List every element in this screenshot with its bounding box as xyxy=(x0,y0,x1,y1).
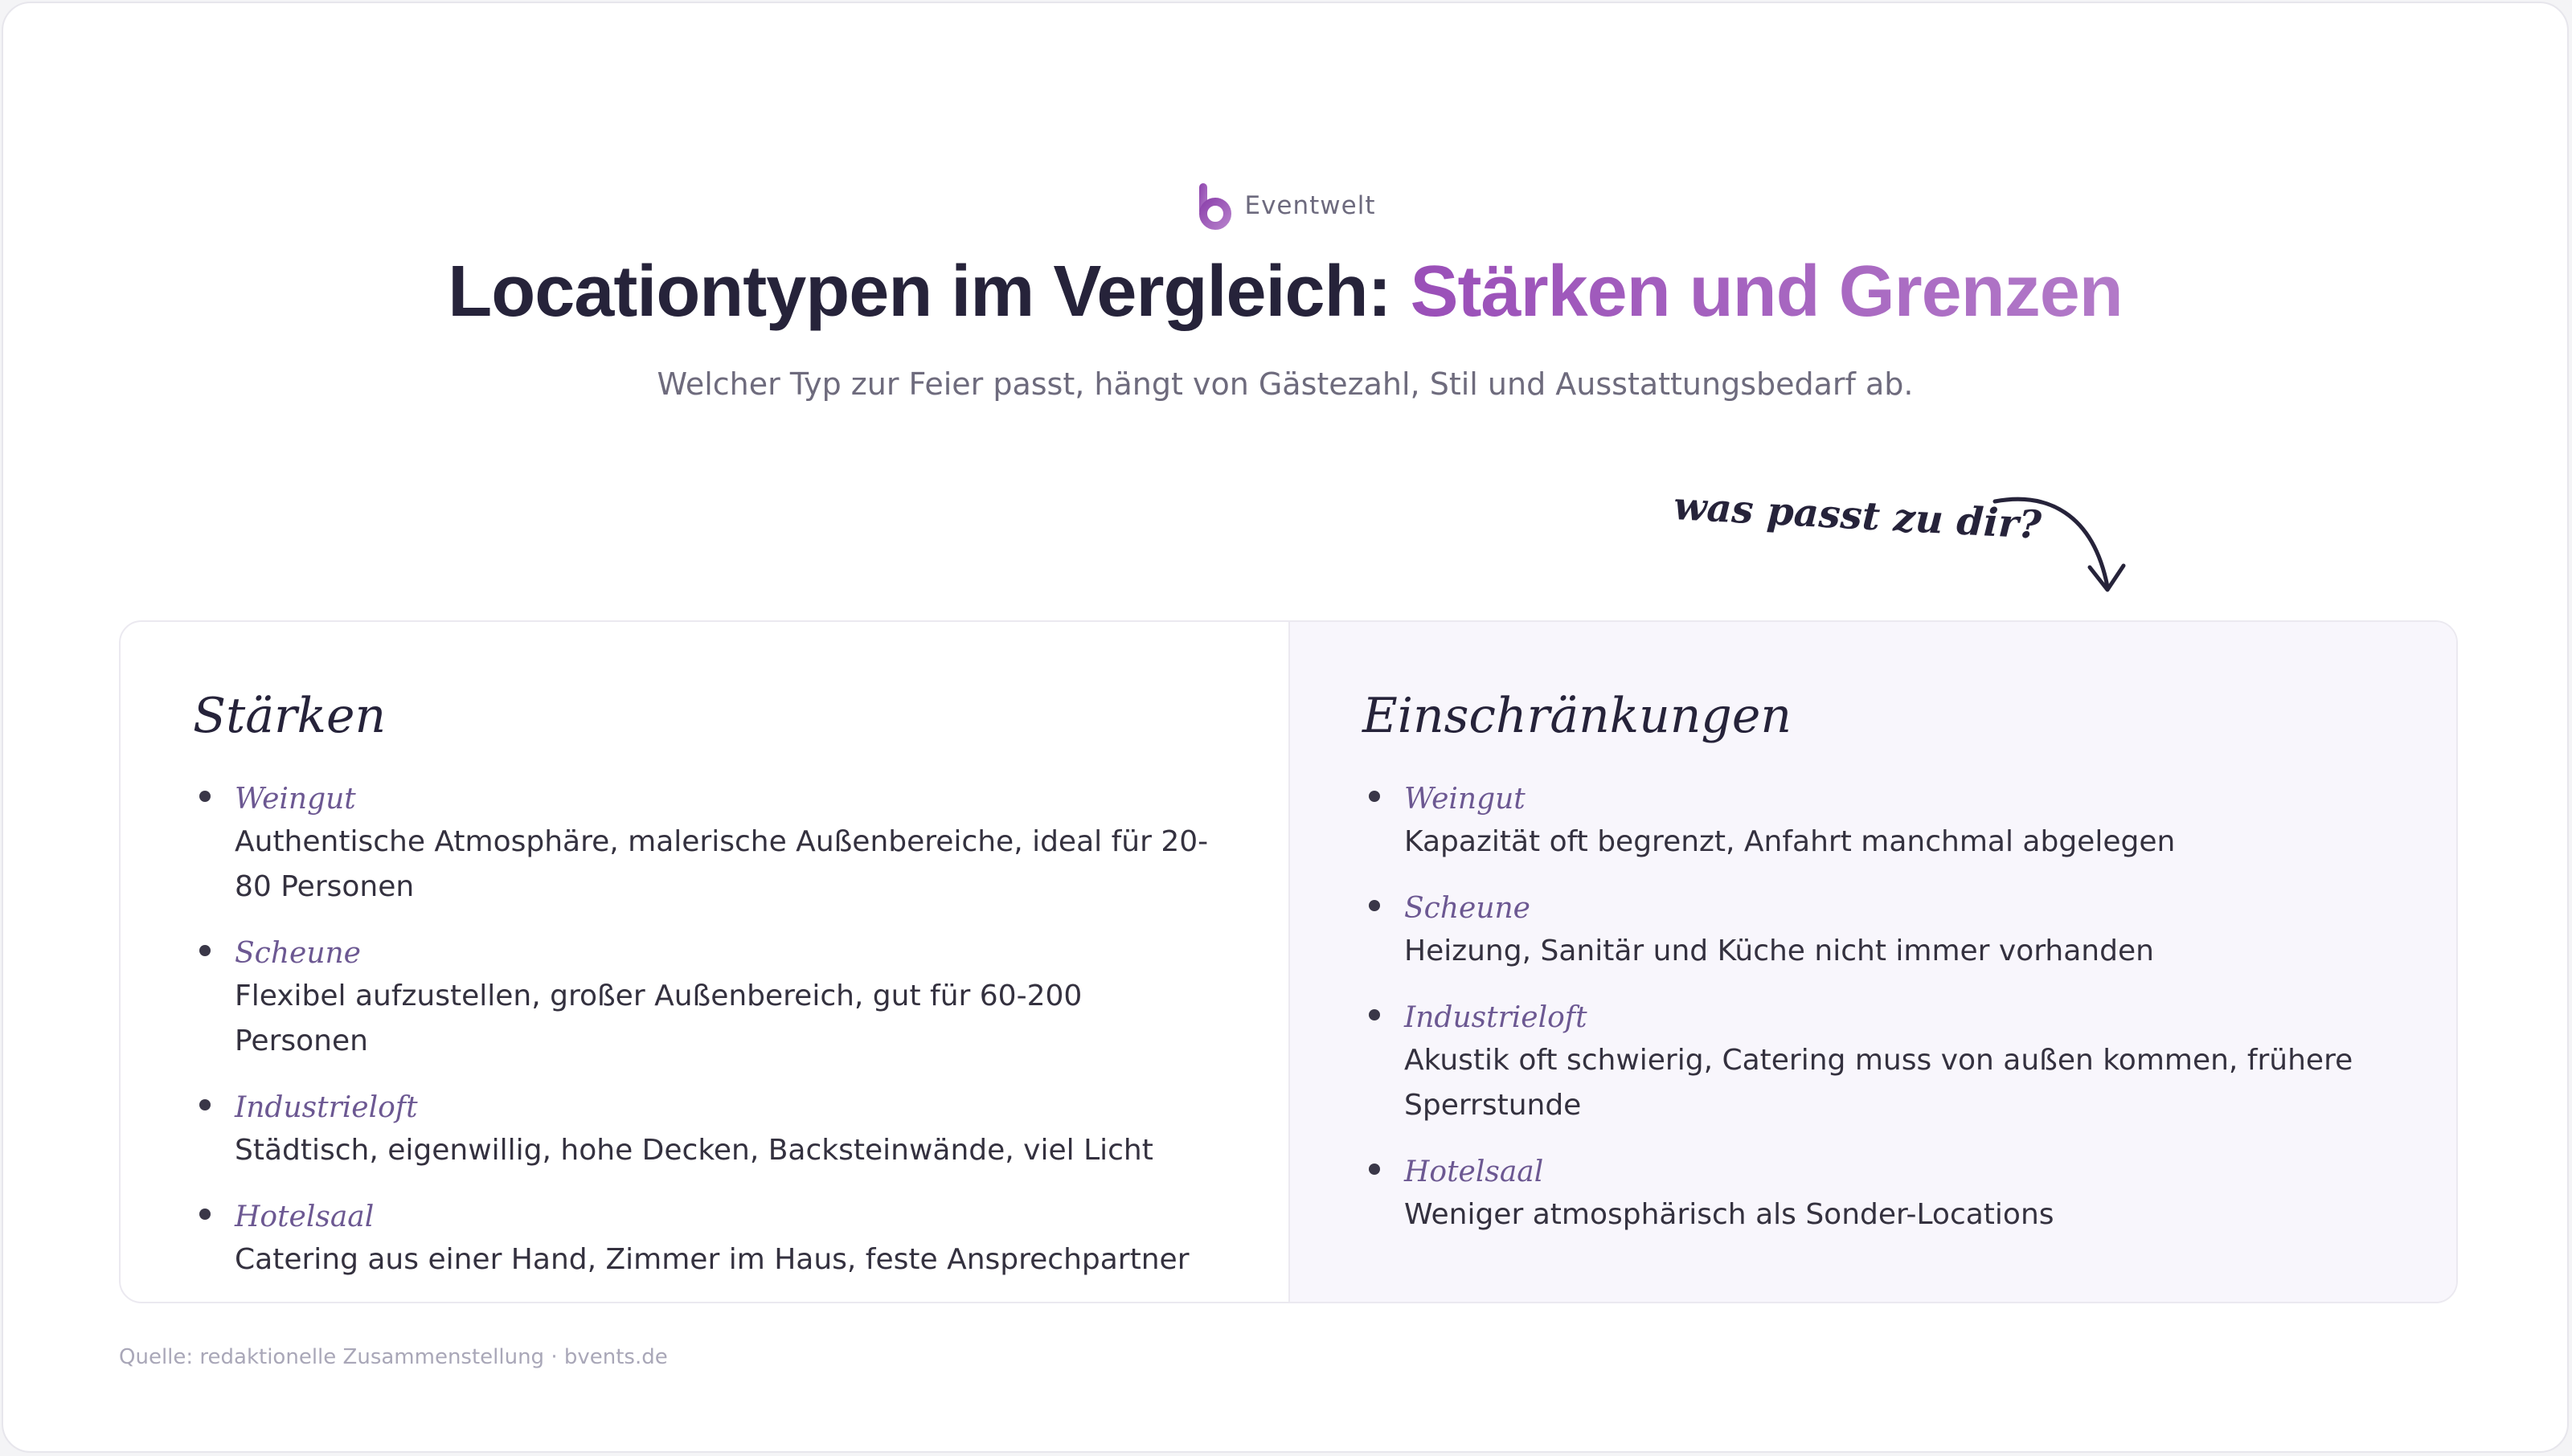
comparison-card xyxy=(119,620,2458,1303)
page xyxy=(2,2,2569,1453)
item-name: Weingut xyxy=(1404,783,1526,816)
item-name: Hotelsaal xyxy=(235,1200,375,1233)
list-item xyxy=(1362,779,2456,865)
title-accent: Stärken und Grenzen xyxy=(1410,252,2123,332)
list-item xyxy=(193,1088,1288,1173)
curved-arrow-icon xyxy=(1990,490,2130,599)
bullet-icon xyxy=(1369,1009,1380,1020)
item-desc: Heizung, Sanitär und Küche nicht immer vorhanden xyxy=(1404,935,2154,967)
bullet-icon xyxy=(1369,900,1380,911)
bullet-icon xyxy=(199,791,211,802)
list-item xyxy=(1362,889,2456,974)
item-name: Industrieloft xyxy=(235,1091,418,1124)
item-desc: Weniger atmosphärisch als Sonder-Locations xyxy=(1404,1198,2054,1231)
item-desc: Authentische Atmosphäre, malerische Außenbereiche, ideal für 20-80 Personen xyxy=(235,825,1209,903)
item-name: Scheune xyxy=(1404,892,1530,925)
strengths-column xyxy=(121,622,1288,1302)
b-logo-icon xyxy=(1194,182,1233,230)
bullet-icon xyxy=(199,945,211,956)
brand xyxy=(3,182,2567,230)
page-title xyxy=(3,251,2567,333)
title-main: Locationtypen im Vergleich: xyxy=(448,252,1411,332)
list-item xyxy=(1362,1152,2456,1237)
list-item xyxy=(1362,998,2456,1128)
item-desc: Akustik oft schwierig, Catering muss von außen kommen, frühere Sperrstunde xyxy=(1404,1044,2353,1122)
bullet-icon xyxy=(1369,791,1380,802)
limitations-column xyxy=(1288,622,2456,1302)
brand-name: Eventwelt xyxy=(1244,191,1376,220)
strengths-list xyxy=(193,779,1288,1282)
list-item xyxy=(193,934,1288,1064)
limitations-title: Einschränkungen xyxy=(1362,688,1792,744)
page-subtitle: Welcher Typ zur Feier passt, hängt von Gästezahl, Stil und Ausstattungsbedarf ab. xyxy=(657,366,1914,402)
list-item xyxy=(193,779,1288,910)
item-name: Industrieloft xyxy=(1404,1001,1587,1034)
item-desc: Flexibel aufzustellen, großer Außenbereich, gut für 60-200 Personen xyxy=(235,980,1083,1057)
item-name: Scheune xyxy=(235,937,361,970)
list-item xyxy=(193,1197,1288,1282)
strengths-title: Stärken xyxy=(193,688,387,744)
item-desc: Städtisch, eigenwillig, hohe Decken, Backsteinwände, viel Licht xyxy=(235,1134,1153,1167)
item-desc: Kapazität oft begrenzt, Anfahrt manchmal abgelegen xyxy=(1404,825,2176,858)
limitations-list xyxy=(1362,779,2456,1237)
item-name: Hotelsaal xyxy=(1404,1155,1544,1188)
handwritten-annotation: was passt zu dir? xyxy=(1672,484,2042,548)
item-desc: Catering aus einer Hand, Zimmer im Haus, feste Ansprechpartner xyxy=(235,1243,1190,1276)
bullet-icon xyxy=(199,1209,211,1220)
bullet-icon xyxy=(1369,1164,1380,1175)
bullet-icon xyxy=(199,1099,211,1110)
item-name: Weingut xyxy=(235,783,356,816)
source-note: Quelle: redaktionelle Zusammenstellung · bvents.de xyxy=(119,1345,668,1369)
